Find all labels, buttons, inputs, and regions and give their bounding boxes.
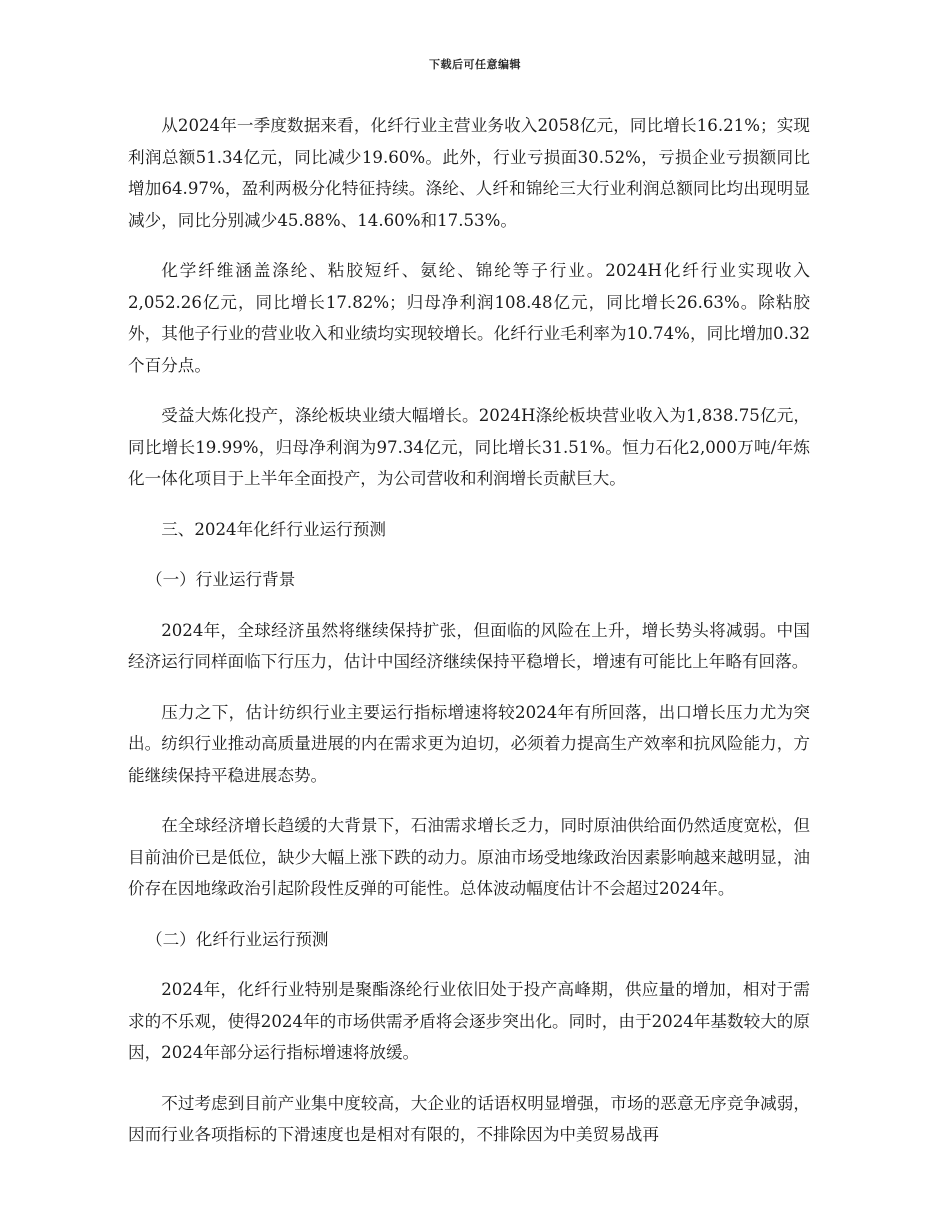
- paragraph-global-economy: 2024年，全球经济虽然将继续保持扩张，但面临的风险在上升，增长势头将减弱。中国经济运行同样面临下行压力，估计中国经济继续保持平稳增长，增速有可能比上年略有回落。: [128, 620, 810, 671]
- paragraph-q1-data: 从2024年一季度数据来看，化纤行业主营业务收入2058亿元，同比增长16.21%；实现利润总额51.34亿元，同比减少19.60%。此外，行业亏损面30.52%，亏损企业亏损额同比增加64.97%，盈利两极分化特征持续。涤纶、人纤和锦纶三大行业利润总额同比均出现明显减少，同比分别减少45.88%、14.60%和17.53%。: [128, 116, 810, 230]
- subsection-heading-industry-forecast: （二）化纤行业运行预测: [146, 929, 329, 949]
- paragraph-subsectors: 化学纤维涵盖涤纶、粘胶短纤、氨纶、锦纶等子行业。2024H化纤行业实现收入2,052.26亿元，同比增长17.82%；归母净利润108.48亿元，同比增长26.63%。除粘胶外，其他子行业的营业收入和业绩均实现较增长。化纤行业毛利率为10.74%，同比增加0.32个百分点。: [128, 261, 810, 375]
- paragraph-polyester: 受益大炼化投产，涤纶板块业绩大幅增长。2024H涤纶板块营业收入为1,838.75亿元，同比增长19.99%，归母净利润为97.34亿元，同比增长31.51%。恒力石化2,000万吨/年炼化一体化项目于上半年全面投产，为公司营收和利润增长贡献巨大。: [128, 406, 810, 488]
- section-heading-forecast: 三、2024年化纤行业运行预测: [161, 519, 386, 539]
- paragraph-supply-demand: 2024年，化纤行业特别是聚酯涤纶行业依旧处于投产高峰期，供应量的增加，相对于需求的不乐观，使得2024年的市场供需矛盾将会逐步突出化。同时，由于2024年基数较大的原因，2024年部分运行指标增速将放缓。: [128, 980, 810, 1062]
- subsection-heading-background: （一）行业运行背景: [146, 570, 296, 589]
- paragraph-oil-market: 在全球经济增长趋缓的大背景下，石油需求增长乏力，同时原油供给面仍然适度宽松，但目前油价已是低位，缺少大幅上涨下跌的动力。原油市场受地缘政治因素影响越来越明显，油价存在因地缘政治引起阶段性反弹的可能性。总体波动幅度估计不会超过2024年。: [128, 816, 810, 898]
- paragraph-textile-pressure: 压力之下，估计纺织行业主要运行指标增速将较2024年有所回落，出口增长压力尤为突出。纺织行业推动高质量进展的内在需求更为迫切，必须着力提高生产效率和抗风险能力，方能继续保持平稳进展态势。: [128, 702, 810, 785]
- page-header: 下载后可任意编辑: [429, 58, 521, 71]
- document-body: [128, 110, 810, 1170]
- paragraph-concentration: 不过考虑到目前产业集中度较高，大企业的话语权明显增强，市场的恶意无序竞争减弱，因而行业各项指标的下滑速度也是相对有限的，不排除因为中美贸易战再: [128, 1093, 810, 1144]
